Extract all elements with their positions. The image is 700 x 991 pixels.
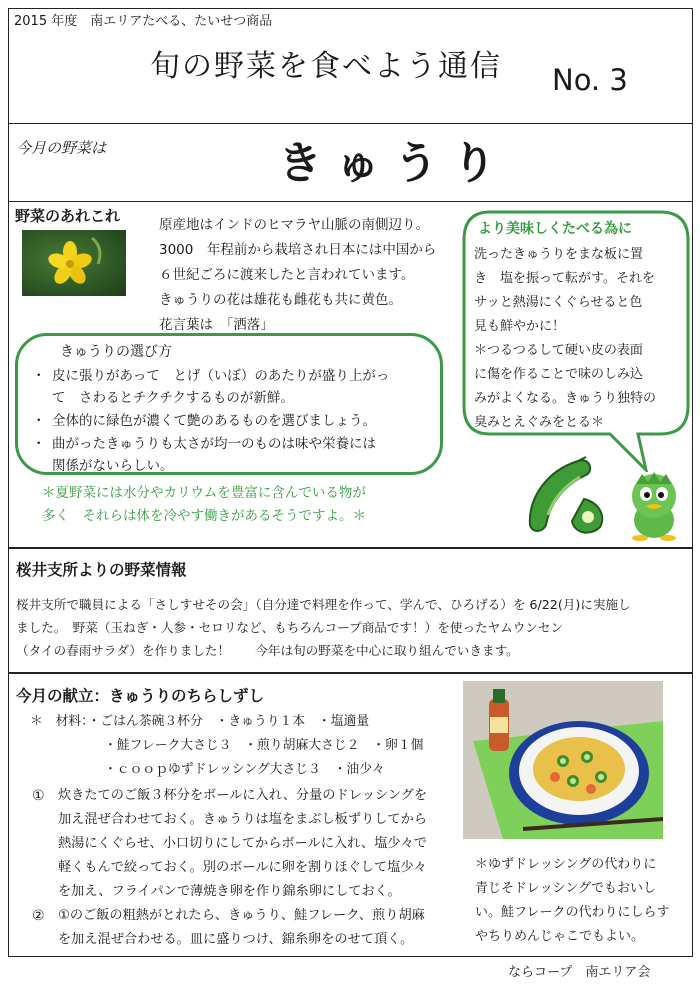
choose-line-3: 全体的に緑色が濃くて艶のあるものを選びましょう。 [52, 413, 376, 429]
step-2-line-2: を加え混ぜ合わせる。皿に盛りつけ、錦糸卵をのせて頂く。 [58, 932, 414, 947]
choose-bullet-1: ・ [32, 368, 46, 384]
tip-line-1: 洗ったきゅうりをまな板に置 [474, 247, 644, 262]
summer-note-line-2: 多く それらは体を冷やす働きがあるそうですよ。＊ [42, 508, 366, 524]
choose-heading: きゅうりの選び方 [60, 344, 172, 360]
year-line: 2015 年度 南エリアたべる、たいせつ商品 [14, 14, 273, 29]
recipe-heading: 今月の献立：きゅうりのちらしずし [16, 687, 265, 705]
about-line-2: 3000 年程前から栽培され日本には中国から [159, 242, 437, 258]
about-line-3: ６世紀ごろに渡来したと言われています。 [159, 267, 415, 283]
about-heading: 野菜のあれこれ [15, 207, 121, 225]
footer-org: ならコープ 南エリア会 [508, 965, 651, 980]
step-2-number: ② [32, 908, 45, 924]
choose-bullet-3: ・ [32, 436, 46, 452]
branch-line-2: ました。 野菜（玉ねぎ・人参・セロリなど、もちろんコープ商品です！）を使ったヤムウンセン [16, 620, 564, 635]
choose-line-1: 皮に張りがあって とげ（いぼ）のあたりが盛り上がっ [52, 368, 390, 384]
step-1-line-2: 加え混ぜ合わせておく。きゅうりは塩をまぶし板ずりしてから [58, 812, 427, 827]
step-1-line-1: 炊きたてのご飯３杯分をボールに入れ、分量のドレッシングを [58, 788, 428, 803]
divider-vegetable [8, 201, 693, 202]
kappa-mascot-icon [616, 468, 692, 542]
sushi-plate-icon [463, 681, 663, 839]
about-line-1: 原産地はインドのヒマラヤ山脈の南側辺り。 [159, 217, 429, 233]
issue-number: No. 3 [552, 63, 628, 97]
chirashi-sushi-photo [463, 681, 663, 839]
tip-line-2: き 塩を振って転がす。それを [474, 271, 655, 286]
tip-heading: より美味しくたべる為に [478, 221, 632, 237]
choose-line-4: 曲がったきゅうりも太さが均一のものは味や栄養には [52, 436, 376, 452]
about-line-5: 花言葉は 「洒落」 [159, 317, 274, 333]
branch-line-1: 桜井支所で職員による「さしすせその会」（自分達で料理を作って、学んで、ひろげる）を 6/22(月)に実施し [16, 597, 631, 612]
side-note-line-1: ＊ゆずドレッシングの代わりに [475, 857, 657, 872]
step-2-line-1: ①のご飯の粗熱がとれたら、きゅうり、鮭フレーク、煎り胡麻 [58, 908, 425, 923]
ingredients-line-1: ＊ 材料：・ごはん茶碗３杯分 ・きゅうり１本 ・塩適量 [30, 714, 370, 729]
vegetable-intro: 今月の野菜は [16, 139, 107, 157]
tip-line-8: 臭みとえぐみをとる＊ [474, 415, 605, 430]
about-line-4: きゅうりの花は雄花も雌花も共に黄色。 [159, 292, 402, 308]
flower-icon [22, 230, 126, 296]
step-1-line-3: 熱湯にくぐらせ、小口切りにしてからボールに入れ、塩少々で [58, 836, 427, 851]
choose-line-5: 関係がないらしい。 [52, 458, 174, 474]
tip-line-5: ＊つるつるして硬い皮の表面 [474, 343, 643, 358]
side-note-line-3: い。鮭フレークの代わりにしらす [475, 905, 670, 920]
cucumber-illustration-icon [520, 455, 612, 537]
step-1-line-5: を加え、フライパンで薄焼き卵を作り錦糸卵にしておく。 [58, 884, 401, 899]
side-note-line-4: やちりめんじゃこでもよい。 [475, 929, 645, 944]
step-1-number: ① [32, 788, 45, 804]
tip-line-6: に傷を作ることで味のしみ込 [474, 367, 644, 382]
vegetable-name: きゅうり [278, 138, 510, 189]
ingredients-line-3: ・ｃｏｏｐゆずドレッシング大さじ３ ・油少々 [104, 762, 385, 777]
step-1-line-4: 軽くもんで絞っておく。別のボールに卵を割りほぐして塩少々 [58, 860, 427, 875]
choose-bullet-2: ・ [32, 413, 46, 429]
divider-title [8, 123, 693, 124]
choose-line-2: て さわるとチクチクするものが新鮮。 [52, 390, 294, 406]
branch-line-3: （タイの春雨サラダ）を作りました！ 今年は旬の野菜を中心に取り組んでいきます。 [16, 643, 519, 658]
tip-line-3: サッと熱湯にくぐらせると色 [474, 295, 643, 310]
cucumber-flower-photo [22, 230, 126, 296]
side-note-line-2: 青じそドレッシングでもおいし [475, 881, 657, 896]
tip-line-4: 見も鮮やかに！ [474, 319, 566, 334]
tip-line-7: みがよくなる。きゅうり独特の [474, 391, 657, 406]
branch-heading: 桜井支所よりの野菜情報 [16, 561, 187, 579]
ingredients-line-2: ・鮭フレーク大さじ３ ・煎り胡麻大さじ２ ・卵１個 [104, 738, 424, 753]
summer-note-line-1: ＊夏野菜には水分やカリウムを豊富に含んでいる物が [42, 485, 366, 501]
newsletter-title: 旬の野菜を食べよう通信 [150, 49, 502, 84]
